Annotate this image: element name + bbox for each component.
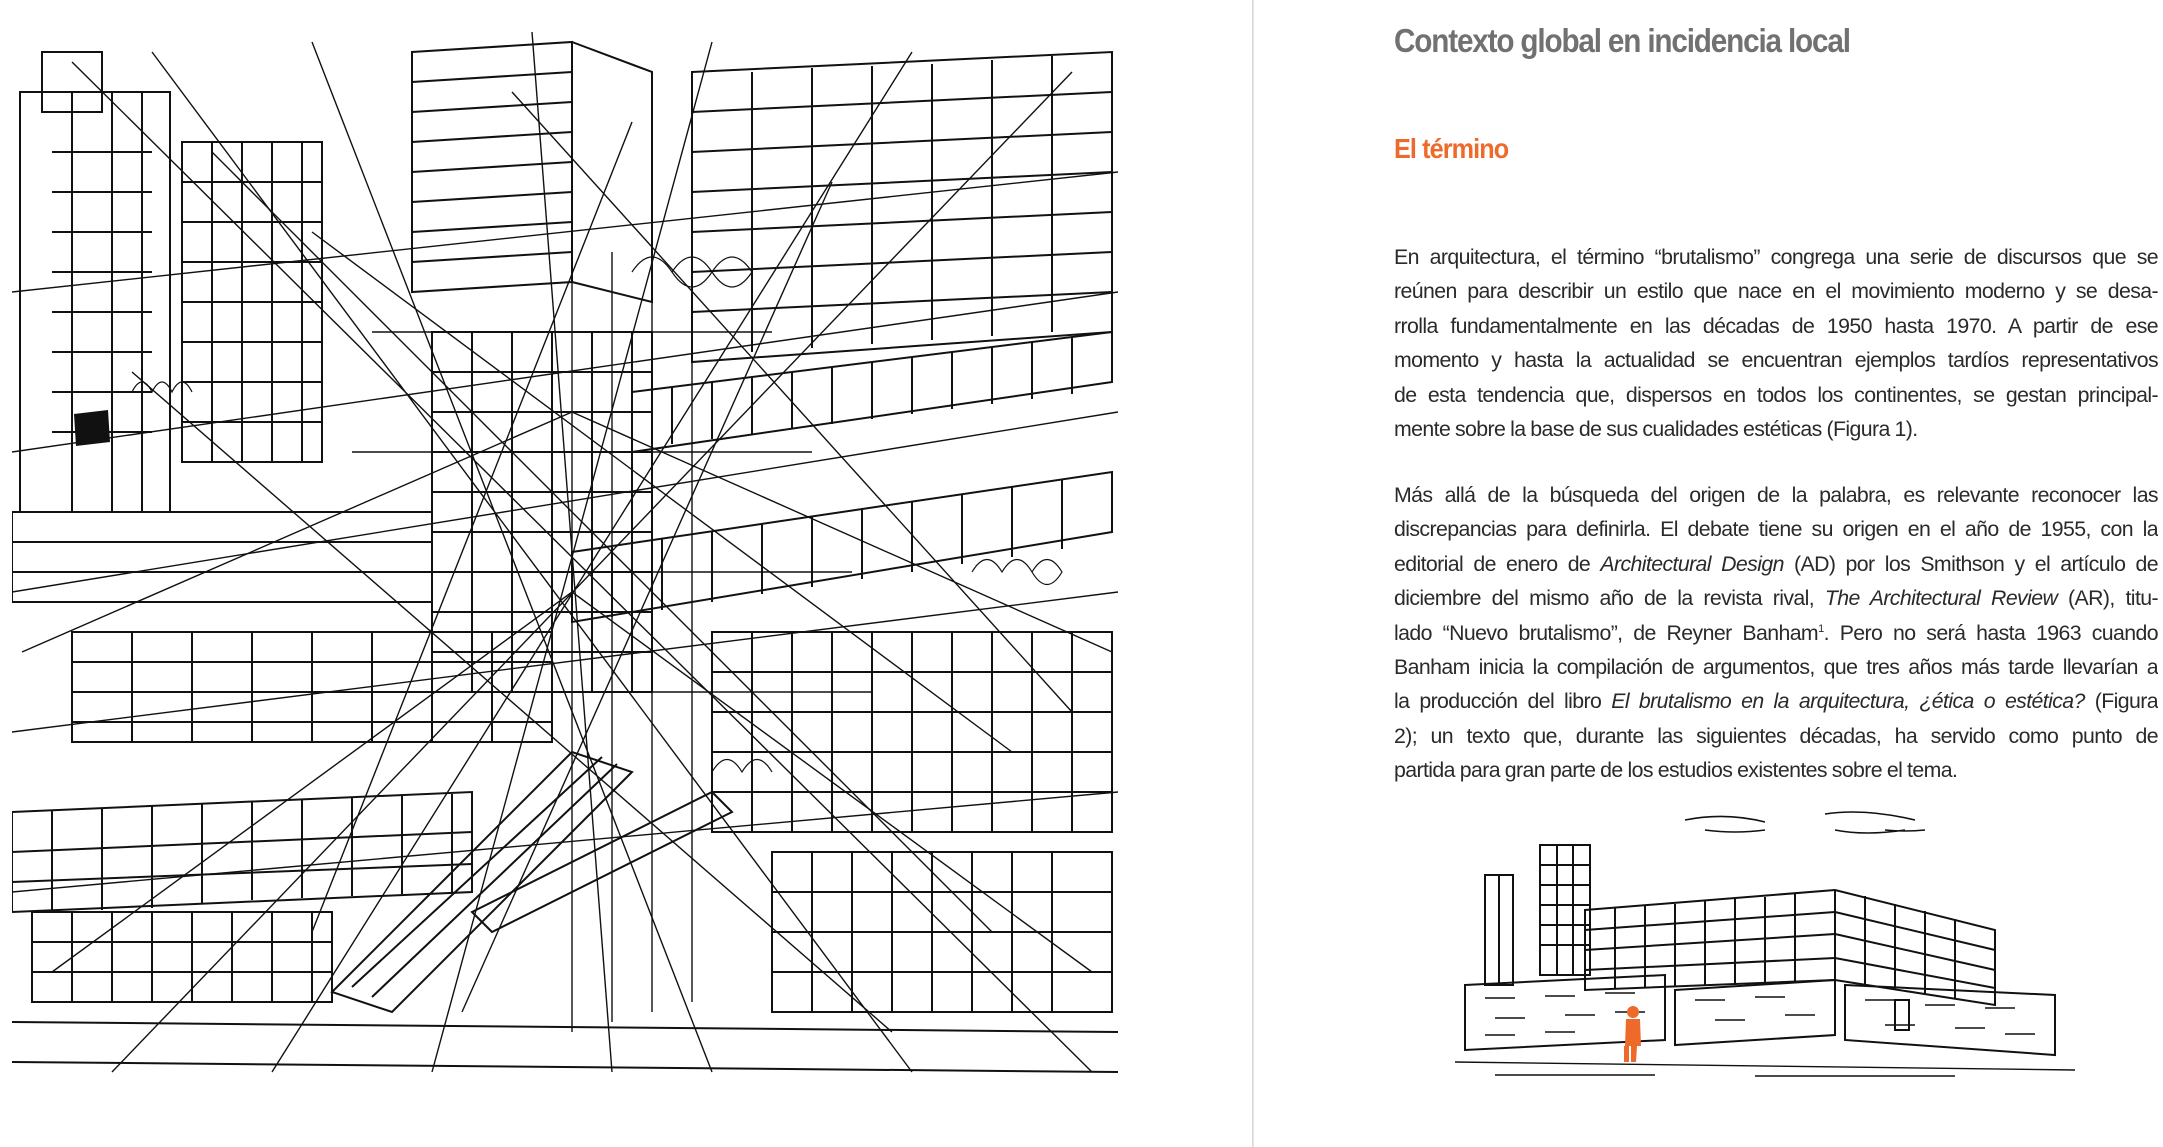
page-gutter [1252,0,1254,1147]
paragraph-1-line: momento y hasta la actualidad se encuentran ejemplos tardíos representativos [1394,348,2158,373]
paragraph-2-line: discrepancias para definirla. El debate tiene su origen en el año de 1955, con la [1394,517,2158,542]
text-run: (AR), titu- [2057,586,2158,611]
italic-title: Architectural Design [1600,551,1784,576]
subsection-title: El término [1394,133,1509,164]
paragraph-1 [1394,240,2158,446]
paragraph-1-line: rrolla fundamentalmente en las décadas de 1950 hasta 1970. A partir de ese [1394,313,2158,338]
paragraph-1-line: reúnen para describir un estilo que nace en el movimiento moderno y se desa- [1394,279,2158,304]
text-run: lado “Nuevo brutalismo”, de Reyner Banham [1394,620,1819,645]
footnote-marker: 1 [1818,622,1824,635]
building-drawing [1455,800,2085,1080]
paragraph-2-line: partida para gran parte de los estudios existentes sobre el tema. [1394,758,1958,783]
italic-title: The Architectural Review [1824,586,2058,611]
modernist-building-sketch [1455,800,2085,1080]
person-figure-icon [1624,1006,1641,1062]
paragraph-1-line: En arquitectura, el término “brutalismo” congrega una serie de discursos que se [1394,245,2158,269]
paragraph-2-line [1394,547,2158,581]
paragraph-2-line: Más allá de la búsqueda del origen de la palabra, es relevante reconocer las [1394,483,2158,507]
paragraph-1-line: de esta tendencia que, dispersos en todos los continentes, se gestan principal- [1394,382,2158,407]
paragraph-1-line: mente sobre la base de sus cualidades estéticas (Figura 1). [1394,417,1918,442]
paragraph-2-line [1394,684,2158,718]
text-run: la producción del libro [1394,689,1612,714]
cityscape-drawing [12,32,1118,1080]
paragraph-2 [1394,478,2158,788]
text-run: . Pero no será hasta 1963 cuando [1823,620,2158,645]
paragraph-2-line: 2); un texto que, durante las siguientes décadas, ha servido como punto de [1394,723,2158,748]
text-run: editorial de enero de [1394,551,1601,576]
paragraph-2-line: Banham inicia la compilación de argumentos, que tres años más tarde llevarían a [1394,655,2158,680]
text-run: (AD) por los Smithson y el artículo de [1783,551,2158,576]
section-title: Contexto global en incidencia local [1394,22,1850,59]
italic-title: El brutalismo en la arquitectura, ¿ética o estética? [1611,689,2085,714]
paragraph-2-line [1394,581,2158,615]
paragraph-2-line [1394,616,2158,650]
text-run: (Figura [2084,689,2158,714]
brutalist-cityscape-illustration [12,32,1118,1080]
text-run: diciembre del mismo año de la revista rival, [1394,586,1825,611]
